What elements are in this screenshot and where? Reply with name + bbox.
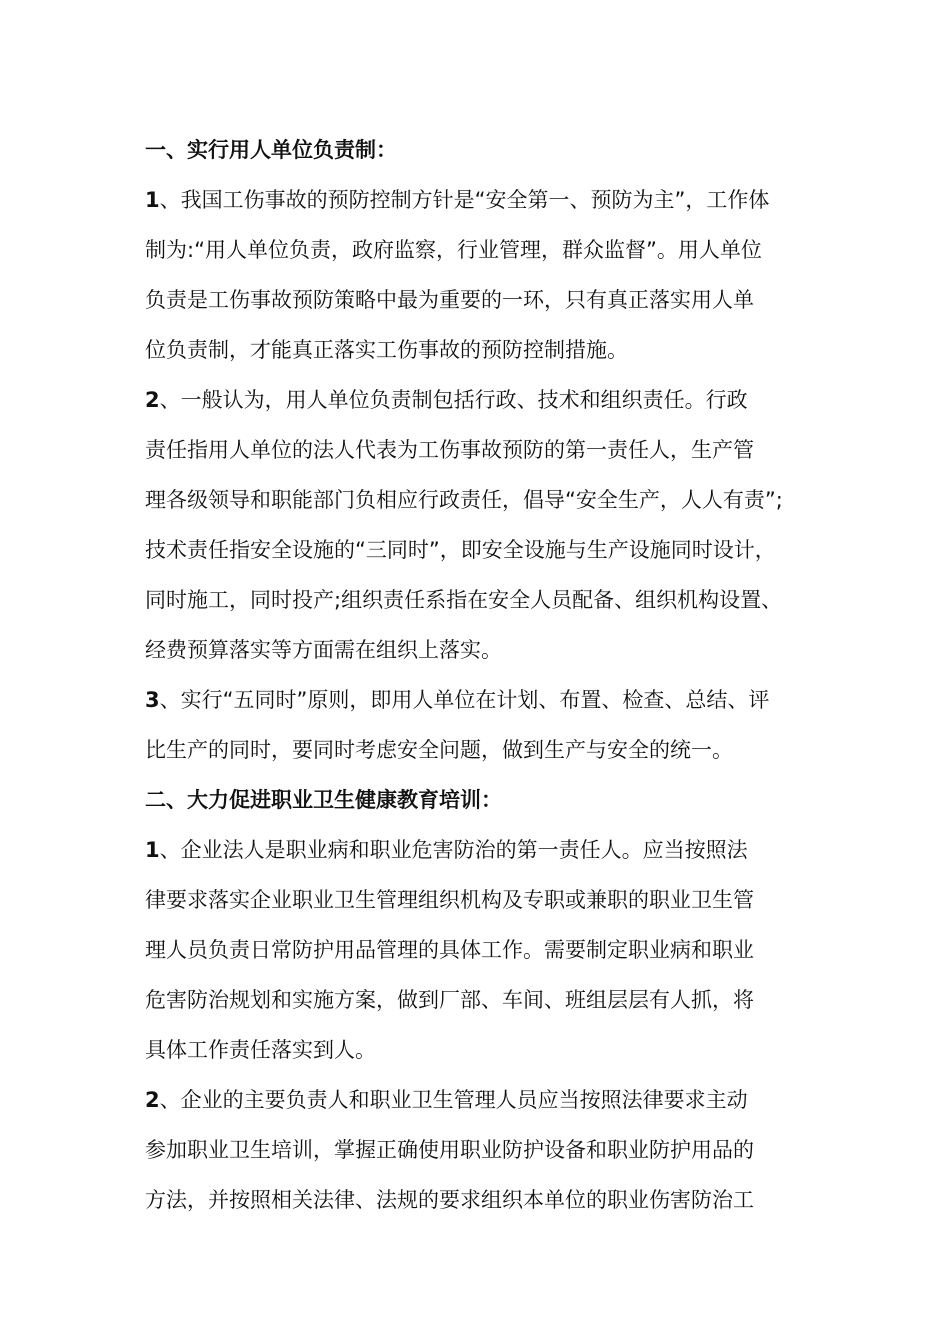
paragraph-line: 具体工作责任落实到人。: [145, 1038, 376, 1062]
section-heading: 二、大力促进职业卫生健康教育培训：: [145, 788, 502, 812]
paragraph-line: 危害防治规划和实施方案，做到厂部、车间、班组层层有人抓，将: [145, 988, 754, 1012]
paragraph-line: 方法，并按照相关法律、法规的要求组织本单位的职业伤害防治工: [145, 1188, 754, 1212]
paragraph-line: 技术责任指安全设施的“三同时”，即安全设施与生产设施同时设计，: [145, 538, 776, 562]
paragraph-line: 理各级领导和职能部门负相应行政责任，倡导“安全生产，人人有责”;: [145, 488, 783, 512]
paragraph-line: [145, 825, 817, 875]
paragraph-line: 责任指用人单位的法人代表为工伤事故预防的第一责任人，生产管: [145, 438, 754, 462]
line-text: 、一般认为，用人单位负责制包括行政、技术和组织责任。行政: [159, 388, 748, 412]
paragraph-line: 负责是工伤事故预防策略中最为重要的一环，只有真正落实用人单: [145, 288, 754, 312]
paragraph: [145, 1075, 817, 1225]
paragraph: [145, 175, 817, 375]
line-text: 、实行“五同时”原则，即用人单位在计划、布置、检查、总结、评: [159, 688, 770, 712]
paragraph-line: 参加职业卫生培训，掌握正确使用职业防护设备和职业防护用品的: [145, 1138, 754, 1162]
paragraph-line: [145, 675, 817, 725]
line-text: 、我国工伤事故的预防控制方针是“安全第一、预防为主”，工作体: [159, 188, 770, 212]
paragraph-line: 比生产的同时，要同时考虑安全问题，做到生产与安全的统一。: [145, 738, 733, 762]
paragraph-line: 律要求落实企业职业卫生管理组织机构及专职或兼职的职业卫生管: [145, 888, 754, 912]
item-number: 3: [145, 688, 160, 712]
item-number: 2: [145, 388, 160, 412]
paragraph-line: 位负责制，才能真正落实工伤事故的预防控制措施。: [145, 338, 628, 362]
item-number: 1: [145, 838, 160, 862]
paragraph: [145, 825, 817, 1075]
paragraph-line: [145, 175, 817, 225]
paragraph-line: 理人员负责日常防护用品管理的具体工作。需要制定职业病和职业: [145, 938, 754, 962]
paragraph: [145, 375, 817, 675]
paragraph: [145, 675, 817, 775]
paragraph-line: [145, 375, 817, 425]
paragraph-line: [145, 1075, 817, 1125]
paragraph-line: 同时施工，同时投产;组织责任系指在安全人员配备、组织机构设置、: [145, 588, 783, 612]
section-heading: 一、实行用人单位负责制：: [145, 138, 397, 162]
line-text: 、企业法人是职业病和职业危害防治的第一责任人。应当按照法: [159, 838, 748, 862]
item-number: 2: [145, 1088, 160, 1112]
paragraph-line: 制为:“用人单位负责，政府监察，行业管理，群众监督”。用人单位: [145, 238, 762, 262]
paragraph-line: 经费预算落实等方面需在组织上落实。: [145, 638, 502, 662]
line-text: 、企业的主要负责人和职业卫生管理人员应当按照法律要求主动: [159, 1088, 748, 1112]
item-number: 1: [145, 188, 160, 212]
document-page: [145, 125, 817, 1225]
